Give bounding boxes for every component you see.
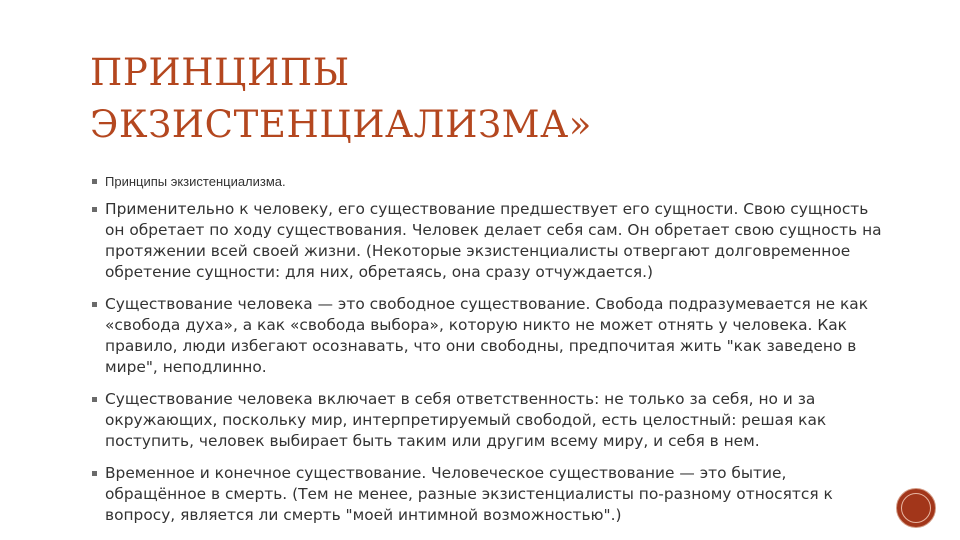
bullet-marker-icon [92, 302, 97, 307]
slide-number-badge-icon [896, 488, 936, 528]
slide-title-line-2: ЭКЗИСТЕНЦИАЛИЗМА» [90, 103, 593, 146]
bullet-item [92, 199, 882, 283]
slide-title [90, 47, 592, 151]
bullet-marker-icon [92, 179, 97, 184]
bullet-item [92, 294, 882, 378]
bullet-item [92, 389, 882, 452]
bullet-marker-icon [92, 471, 97, 476]
bullet-item [92, 171, 882, 192]
bullet-marker-icon [92, 397, 97, 402]
bullet-text: Существование человека включает в себя ответственность: не только за себя, но и за окружающих, поскольку мир, интерпретируемый свободой, есть целостный: решая как поступить, человек выбирает быть таким или другим всему миру, и себя в нем. [105, 390, 827, 450]
bullet-item [92, 463, 882, 526]
slide-title-line-1: ПРИНЦИПЫ [90, 51, 350, 94]
bullet-text: Временное и конечное существование. Человеческое существование — это бытие, обращённое в смерть. (Тем не менее, разные экзистенциалисты по-разному относятся к вопросу, является ли смерть "моей интимной возможностью".) [105, 464, 833, 524]
bullet-text: Применительно к человеку, его существование предшествует его сущности. Свою сущность он обретает по ходу существования. Человек делает себя сам. Он обретает свою сущность на протяжении всей своей жизни. (Некоторые экзистенциалисты отвергают долговременное обретение сущности: для них, обретаясь, она сразу отчуждается.) [105, 200, 882, 281]
bullet-text: Существование человека — это свободное существование. Свобода подразумевается не как «свобода духа», а как «свобода выбора», которую никто не может отнять у человека. Как правило, люди избегают осознавать, что они свободны, предпочитая жить "как заведено в мире", неподлинно. [105, 295, 869, 376]
bullet-list [92, 171, 882, 537]
bullet-marker-icon [92, 207, 97, 212]
bullet-text: Принципы экзистенциализма. [105, 174, 286, 189]
